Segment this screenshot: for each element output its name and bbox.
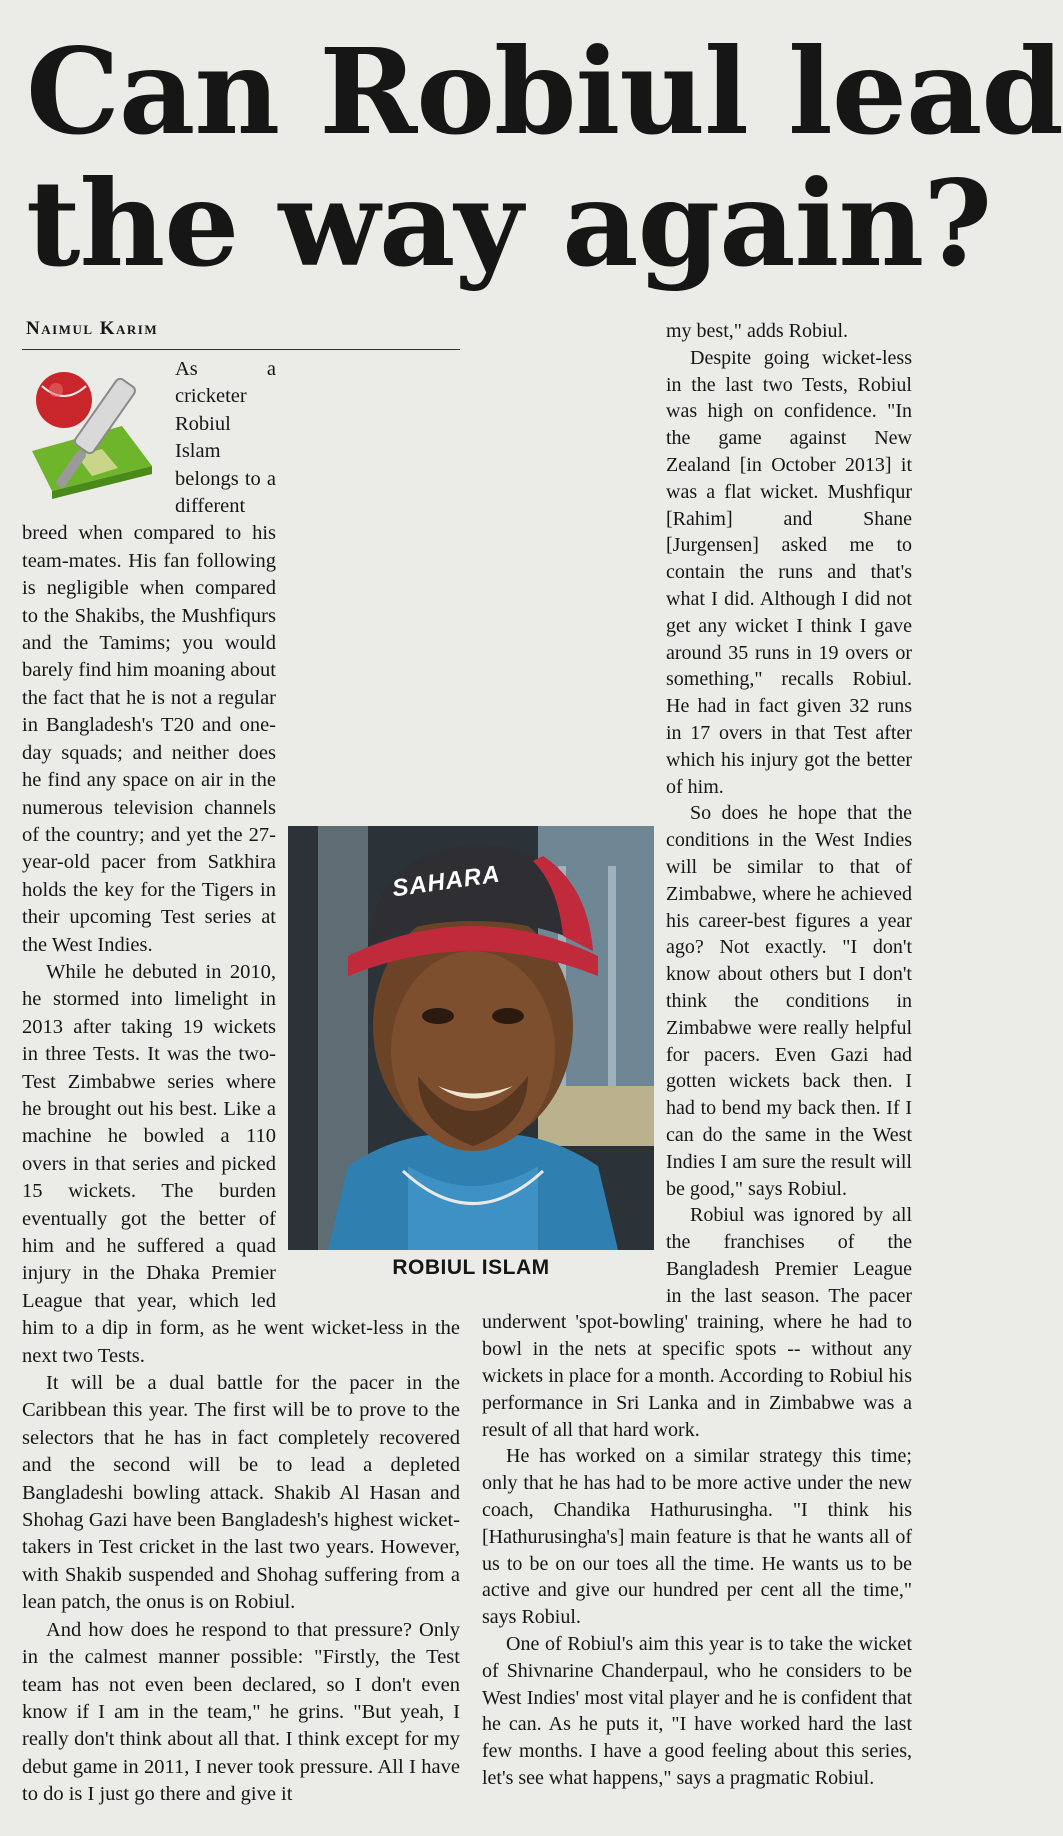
photo-caption: ROBIUL ISLAM	[392, 1256, 550, 1279]
right-paragraph-4: Robiul was ignored by all the franchises of the Bangladesh Premier League in the last season. The pacer underwent 'spot-bowling' training, where he had to bowl in the nets at specific spots -- without any wickets in place for a month. According to Robiul his performance in Sri Lanka and in Zimbabwe was a result of all that hard work.	[482, 1204, 912, 1441]
right-paragraph-1: my best," adds Robiul.	[666, 320, 849, 342]
headline-line-2: the way again?	[26, 154, 992, 293]
right-paragraph-5: He has worked on a similar strategy this time; only that he has had to be more active under the new coach, Chandika Hathurusingha. "I think his [Hathurusingha's] main feature is that he wants all of us to be on our toes all the time. He wants us to be active and give our hundred per cent all the time," says Robiul.	[482, 1445, 912, 1629]
right-paragraph-6: One of Robiul's aim this year is to take the wicket of Shivnarine Chanderpaul, who he considers to be West Indies' most vital player and he is confident that he can. As he puts it, "I have worked hard the last few months. I have a good feeling about this series, let's see what happens," says a pragmatic Robiul.	[482, 1633, 912, 1790]
byline: Naimul Karim	[26, 318, 159, 339]
right-paragraph-2: Despite going wicket-less in the last two Tests, Robiul was high on confidence. "In the game against New Zealand [in October 2013] it was a flat wicket. Mushfiqur [Rahim] and Shane [Jurgensen] asked me to contain the runs and that's what I did. Although I did not get any wicket I think I gave around 35 runs in 19 overs or something," recalls Robiul. He had in fact given 32 runs in 17 overs in that Test after which his injury got the better of him.	[666, 346, 912, 798]
left-paragraph-3: It will be a dual battle for the pacer in the Caribbean this year. The first will be to prove to the selectors that he has in fact completely recovered and the second will be to lead a depleted Bangladeshi bowling attack. Shakib Al Hasan and Shohag Gazi have been Bangladesh's highest wicket-takers in Test cricket in the last two years. However, with Shakib suspended and Shohag suffering from a lean patch, the onus is on Robiul.	[22, 1372, 460, 1614]
left-paragraph-2: While he debuted in 2010, he stormed into limelight in 2013 after taking 19 wickets in three Tests. It was the two-Test Zimbabwe series where he brought out his best. Like a machine he bowled a 110 overs in that series and picked 15 wickets. The burden eventually got the better of him and he suffered a quad injury in the Dhaka Premier League that year, which led him to a dip in form, as he went wicket-less in the next two Tests.	[22, 960, 460, 1367]
cap-logo-text: SAHARA	[390, 860, 502, 903]
cricket-ball-and-bat-icon	[22, 356, 167, 520]
right-paragraph-3: So does he hope that the conditions in the West Indies will be similar to that of Zimbabwe, where he achieved his career-best figures a year ago? Not exactly. "I don't know about others but I don't think the conditions in Zimbabwe were really helpful for pacers. Even Gazi had gotten wickets back then. I had to bend my back then. If I can do the same in the West Indies I am sure the result will be good," says Robiul.	[666, 802, 912, 1200]
left-paragraph-1: As a cricketer Robiul Islam belongs to a different breed when compared to his team-mates. His fan following is negligible when compared to the Shakibs, the Mushfiqurs and the Tamims; you would barely find him moaning about the fact that he is not a regular in Bangladesh's T20 and one-day squads; and neither does he find any space on air in the numerous television channels of the country; and yet the 27-year-old pacer from Satkhira holds the key for the Tigers in their upcoming Test series at the West Indies.	[22, 358, 276, 956]
headline-line-1: Can Robiul lead	[26, 22, 1063, 161]
left-paragraph-4: And how does he respond to that pressure? Only in the calmest manner possible: "Firstly, the Test team has not even been declared, so I don't even know if I am in the team," he grins. "But yeah, I really don't think about all that. I think except for my debut game in 2011, I never took pressure. All I have to do is I just go there and give it	[22, 1618, 460, 1806]
byline-rule	[22, 349, 460, 350]
player-photo	[288, 826, 654, 1250]
